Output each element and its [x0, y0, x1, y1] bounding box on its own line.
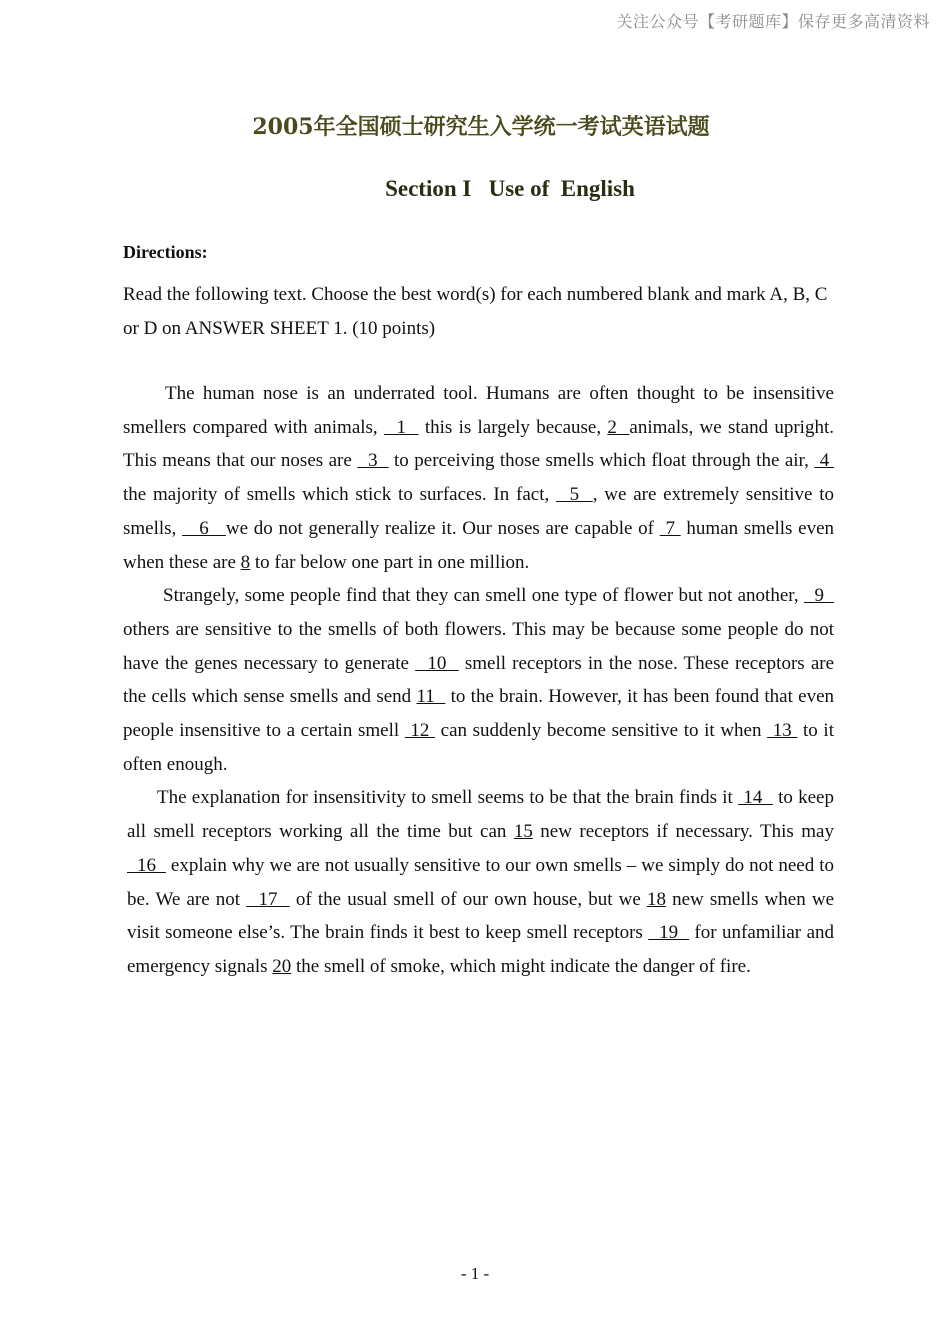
paragraph-2	[123, 579, 834, 781]
blank-17: 17	[246, 888, 290, 910]
watermark-text: 关注公众号【考研题库】保存更多高清资料	[616, 12, 930, 31]
passage-text: The human nose is an underrated tool. Humans are often thought to be insensitive smellers compared with animals,	[123, 383, 834, 438]
blank-9: 9	[803, 585, 834, 607]
passage-text: explain why we are not usually sensitive to our own smells – we simply do not need to be. We are not	[127, 854, 834, 910]
cloze-passage	[123, 377, 834, 984]
passage-text: animals, we stand upright. This means that our noses are	[123, 416, 834, 472]
blank-19: 19	[648, 922, 689, 944]
blank-13: 13	[767, 720, 798, 742]
blank-20: 20	[272, 955, 292, 977]
blank-3: 3	[357, 450, 389, 472]
directions-text: Read the following text. Choose the best word(s) for each numbered blank and mark A, B, C or D on ANSWER SHEET 1. (10 points)	[123, 284, 828, 339]
passage-text: the smell of smoke, which might indicate the danger of fire.	[291, 955, 751, 977]
passage-text: new receptors if necessary. This may	[532, 821, 834, 843]
blank-6: 6	[182, 517, 226, 539]
paragraph-3	[123, 781, 834, 983]
blank-2: 2	[607, 416, 630, 438]
passage-text: new smells when we visit someone else’s. The brain finds it best to keep smell receptors	[127, 888, 834, 944]
passage-text: others are sensitive to the smells of both flowers. This may be because some people do not have the genes necessary to generate	[123, 618, 834, 674]
page-number: - 1 -	[460, 1264, 490, 1283]
passage-text: for unfamiliar and emergency signals	[127, 922, 835, 977]
blank-14: 14	[738, 787, 773, 809]
blank-7: 7	[659, 517, 681, 539]
passage-text: of the usual smell of our own house, but we	[289, 888, 647, 910]
blank-18: 18	[646, 888, 666, 910]
blank-15: 15	[513, 821, 533, 843]
blank-8: 8	[240, 551, 251, 573]
blank-12: 12	[404, 720, 436, 742]
passage-text: to perceiving those smells which float through the air,	[388, 450, 815, 472]
blank-11: 11	[416, 686, 446, 708]
exam-title: 2005年全国硕士研究生入学统一考试英语试题	[252, 114, 710, 140]
passage-text: Strangely, some people find that they can smell one type of flower but not another,	[163, 585, 804, 607]
passage-text: to far below one part in one million.	[250, 551, 530, 573]
paragraph-1	[123, 377, 834, 579]
passage-text: this is largely because,	[418, 416, 608, 438]
passage-text: smell receptors in the nose. These receptors are the cells which sense smells and send	[123, 652, 835, 708]
blank-10: 10	[415, 652, 459, 674]
passage-text: the majority of smells which stick to surfaces. In fact,	[123, 484, 557, 506]
passage-text: to the brain. However, it has been found that even people insensitive to a certain smell	[123, 686, 835, 742]
blank-4: 4	[814, 450, 835, 472]
passage-text: The explanation for insensitivity to smell seems to be that the brain finds it	[157, 787, 739, 809]
blank-5: 5	[556, 484, 593, 506]
blank-16: 16	[127, 854, 166, 876]
passage-text: to keep all smell receptors working all the time but can	[127, 787, 834, 843]
passage-text: we do not generally realize it. Our noses are capable of	[225, 517, 660, 539]
directions-label: Directions:	[123, 242, 208, 262]
section-heading: Section I Use of English	[385, 176, 635, 201]
passage-text: to it often enough.	[123, 720, 834, 775]
passage-text: , we are extremely sensitive to smells,	[123, 484, 834, 539]
blank-1: 1	[383, 416, 419, 438]
passage-text: can suddenly become sensitive to it when	[435, 720, 768, 742]
passage-text: human smells even when these are	[123, 517, 835, 573]
